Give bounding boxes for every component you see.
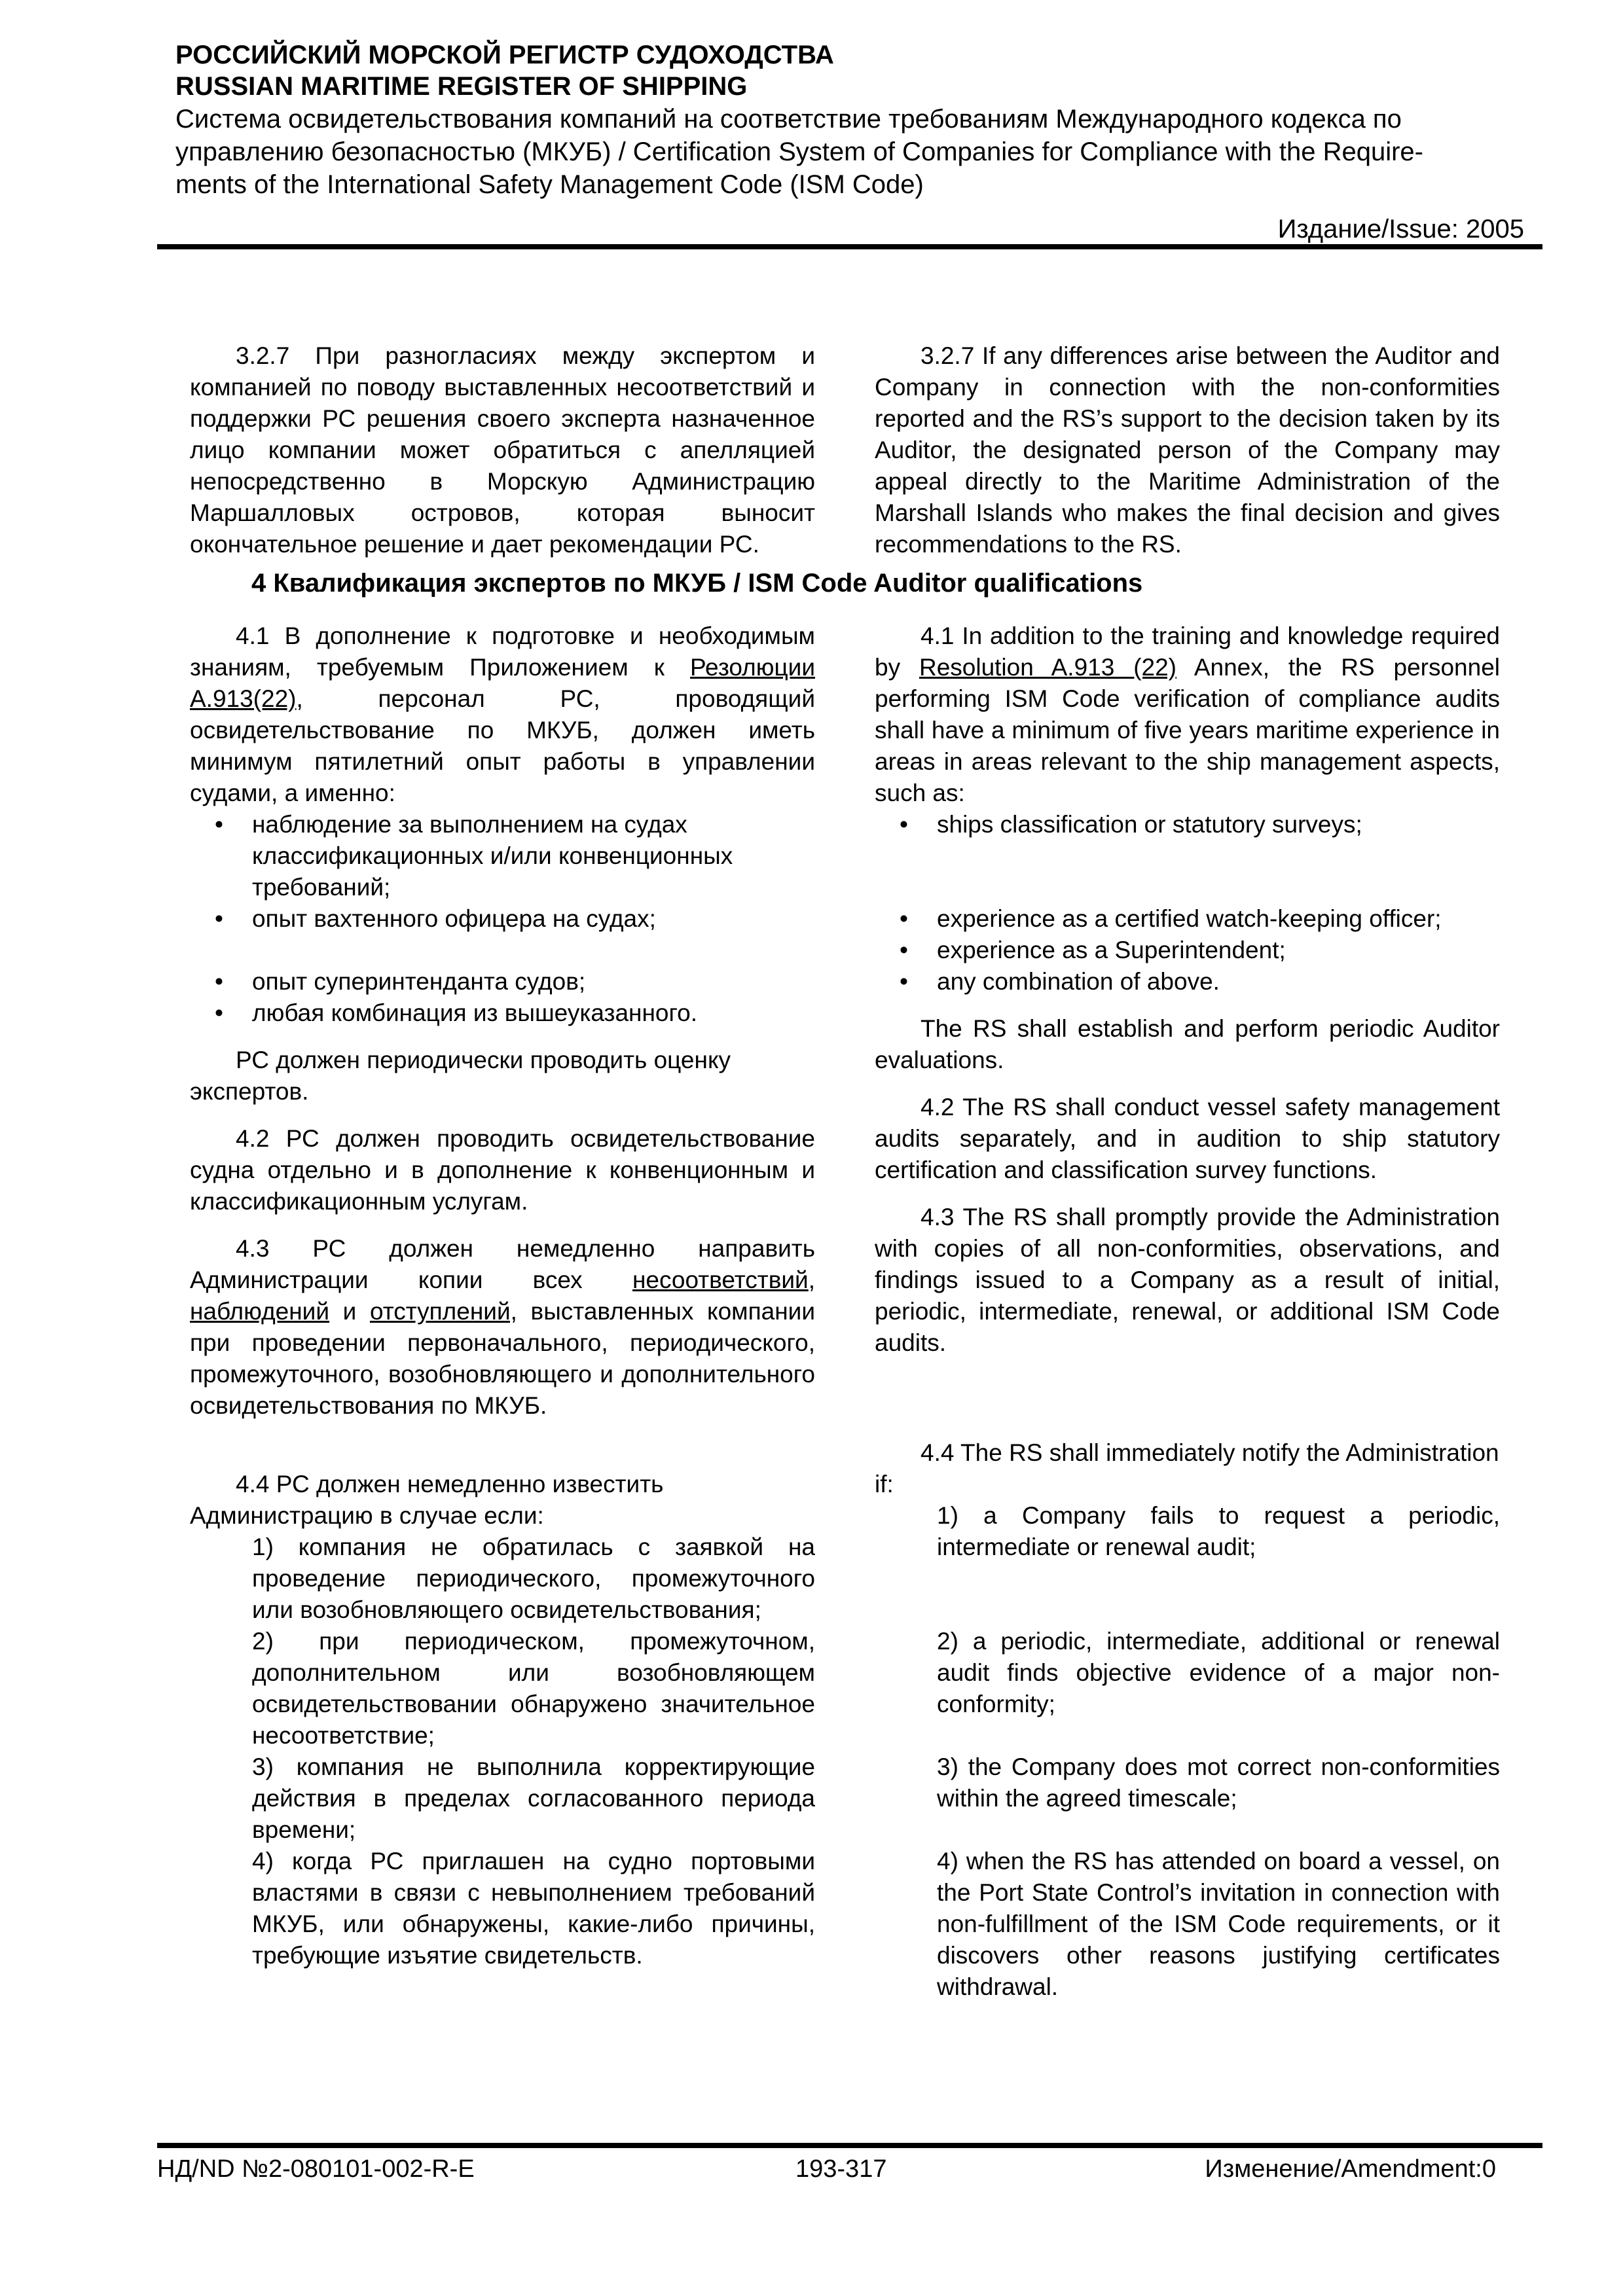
system-title-line2: управлению безопасностью (МКУБ) / Certification System of Companies for Compliance with the Require- (175, 137, 1423, 166)
en-bullet-text: any combination of above. (937, 968, 1220, 995)
ru-bullet-text: опыт суперинтенданта судов; (252, 968, 586, 995)
ru-p41-text: 4.1 В дополнение к подготовке и необходимым знаниям, требуемым Приложением к (190, 622, 815, 681)
ru-bullet-item (190, 903, 815, 935)
en-bullet-text: ships classification or statutory surveys; (937, 811, 1362, 838)
ru-p43-text: 4.3 РС должен немедленно направить Администрации копии всех (190, 1235, 815, 1293)
ru-bullet-text: любая комбинация из вышеуказанного. (252, 999, 698, 1026)
en-notify-list (875, 1500, 1500, 2003)
ru-notify-item-4: 4) когда РС приглашен на судно портовыми властями в связи с невыполнением требований МКУБ, или обнаружены, какие-либо причины, требующие изъятие свидетельств. (252, 1848, 815, 1969)
document-number: НД/ND №2-080101-002-R-E (157, 2155, 475, 2183)
en-bullet-item (875, 935, 1500, 966)
ru-bullet-item (190, 997, 815, 1029)
en-bullet-item (875, 903, 1500, 935)
en-notify-item-1: 1) a Company fails to request a periodic, intermediate or renewal audit; (937, 1502, 1500, 1560)
ru-deviations-term: отступлений, (369, 1298, 517, 1325)
ru-paragraph-3-2-7: 3.2.7 При разногласиях между экспертом и компанией по поводу выставленных несоответствий и поддержки РС решения своего эксперта назначенное лицо компании может обратиться с апелляцией непосредственно в Морскую Администрацию Маршалловых островов, которая выносит окончательное решение и дает рекомендации РС. (190, 342, 815, 558)
en-bullet-item (875, 809, 1500, 840)
ru-bullet-item (190, 809, 815, 903)
bullet-icon: • (215, 968, 223, 995)
en-paragraph-4-1 (875, 620, 1500, 809)
en-paragraph-4-2: 4.2 The RS shall conduct vessel safety management audits separately, and in audition to ship statutory certification and classification survey functions. (875, 1094, 1500, 1183)
en-paragraph-4-3: 4.3 The RS shall promptly provide the Administration with copies of all non-conformities, observations, and findings issued to a Company as a result of initial, periodic, intermediate, renewal, or additional ISM Code audits. (875, 1204, 1500, 1356)
ru-bullet-text: наблюдение за выполнением на судах классификационных и/или конвенционных требований; (252, 811, 733, 901)
org-name-en: RUSSIAN MARITIME REGISTER OF SHIPPING (175, 72, 748, 101)
ru-notify-list (190, 1532, 815, 1971)
bullet-icon: • (900, 811, 908, 838)
en-paragraph-evaluation: The RS shall establish and perform periodic Auditor evaluations. (875, 1015, 1500, 1073)
ru-nonconformities-term: несоответствий (632, 1266, 809, 1293)
en-bullet-item (875, 966, 1500, 997)
ru-paragraph-4-3 (190, 1233, 815, 1422)
page-number: 193-317 (795, 2155, 887, 2183)
bullet-icon: • (900, 905, 908, 932)
amendment-label: Изменение/Amendment:0 (1205, 2155, 1496, 2183)
ru-observations-term: наблюдений (190, 1298, 330, 1325)
bullet-icon: • (900, 968, 908, 995)
en-p41-text-cont: Annex, the RS personnel performing ISM Code verification of compliance audits shall have a minimum of five years maritime experience in areas in areas relevant to the ship management aspects, such as: (875, 654, 1500, 806)
ru-notify-item-2: 2) при периодическом, промежуточном, дополнительном или возобновляющем освидетельствовании обнаружено значительное несоответствие; (252, 1628, 815, 1749)
ru-notify-item-3: 3) компания не выполнила корректирующие действия в пределах согласованного периода времени; (252, 1753, 815, 1843)
ru-p43-and: и (329, 1298, 370, 1325)
en-paragraph-4-4: 4.4 The RS shall immediately notify the Administration if: (875, 1439, 1499, 1498)
en-column-top (875, 340, 1500, 560)
en-notify-item-2: 2) a periodic, intermediate, additional or renewal audit finds objective evidence of a major non-conformity; (937, 1628, 1500, 1717)
bullet-icon: • (215, 811, 223, 838)
en-bullet-text: experience as a certified watch-keeping officer; (937, 905, 1442, 932)
bullet-icon: • (215, 905, 223, 932)
bullet-icon: • (900, 937, 908, 963)
ru-resolution-link[interactable]: Резолюции А.913(22) (190, 654, 815, 712)
ru-p43-text-cont: выставленных компании при проведении первоначального, периодического, промежуточного, возобновляющего и дополнительного освидетельствования по МКУБ. (190, 1298, 815, 1419)
ru-column (190, 620, 815, 1971)
document-header (175, 39, 1524, 245)
en-column (875, 620, 1500, 2003)
en-p41-text: 4.1 In addition to the training and knowledge required by (875, 622, 1500, 681)
footer-divider (157, 2143, 1542, 2148)
en-resolution-link[interactable]: Resolution A.913 (22) (919, 654, 1176, 681)
section-4-heading: 4 Квалификация экспертов по МКУБ / ISM Code Auditor qualifications (251, 569, 1143, 598)
en-notify-item-3: 3) the Company does mot correct non-conformities within the agreed timescale; (937, 1753, 1500, 1812)
ru-notify-item-1: 1) компания не обратилась с заявкой на проведение периодического, промежуточного или возобновляющего освидетельствования; (252, 1534, 815, 1623)
ru-bullet-text: опыт вахтенного офицера на судах; (252, 905, 656, 932)
ru-paragraph-4-1 (190, 620, 815, 809)
header-divider (157, 244, 1542, 249)
en-paragraph-3-2-7: 3.2.7 If any differences arise between the Auditor and Company in connection with the non-conformities reported and the RS’s support to the decision taken by its Auditor, the designated person of the Company may appeal directly to the Maritime Administration of the Marshall Islands who makes the final decision and gives recommendations to the RS. (875, 342, 1500, 558)
ru-p41-text-cont: , персонал РС, проводящий освидетельствование по МКУБ, должен иметь минимум пятилетний опыт работы в управлении судами, а именно: (190, 685, 815, 806)
ru-paragraph-4-4: 4.4 РС должен немедленно известить Администрацию в случае если: (190, 1471, 664, 1529)
system-title-line1: Система освидетельствования компаний на соответствие требованиям Международного кодекса по (175, 105, 1402, 134)
bullet-icon: • (215, 999, 223, 1026)
ru-column-top (190, 340, 815, 560)
ru-paragraph-evaluation: РС должен периодически проводить оценку экспертов. (190, 1047, 731, 1105)
en-notify-item-4: 4) when the RS has attended on board a vessel, on the Port State Control’s invitation in connection with non-fulfillment of the ISM Code requirements, or it discovers other reasons justifying certificates withdrawal. (937, 1848, 1500, 2000)
ru-paragraph-4-2: 4.2 РС должен проводить освидетельствование судна отдельно и в дополнение к конвенционным и классификационным услугам. (190, 1125, 815, 1215)
org-name-ru: РОССИЙСКИЙ МОРСКОЙ РЕГИСТР СУДОХОДСТВА (175, 41, 834, 69)
issue-label: Издание/Issue: 2005 (1277, 215, 1524, 243)
en-bullet-text: experience as a Superintendent; (937, 937, 1286, 963)
ru-p43-separator: , (808, 1266, 815, 1293)
ru-bullet-item (190, 966, 815, 997)
system-title-line3: ments of the International Safety Management Code (ISM Code) (175, 170, 924, 199)
